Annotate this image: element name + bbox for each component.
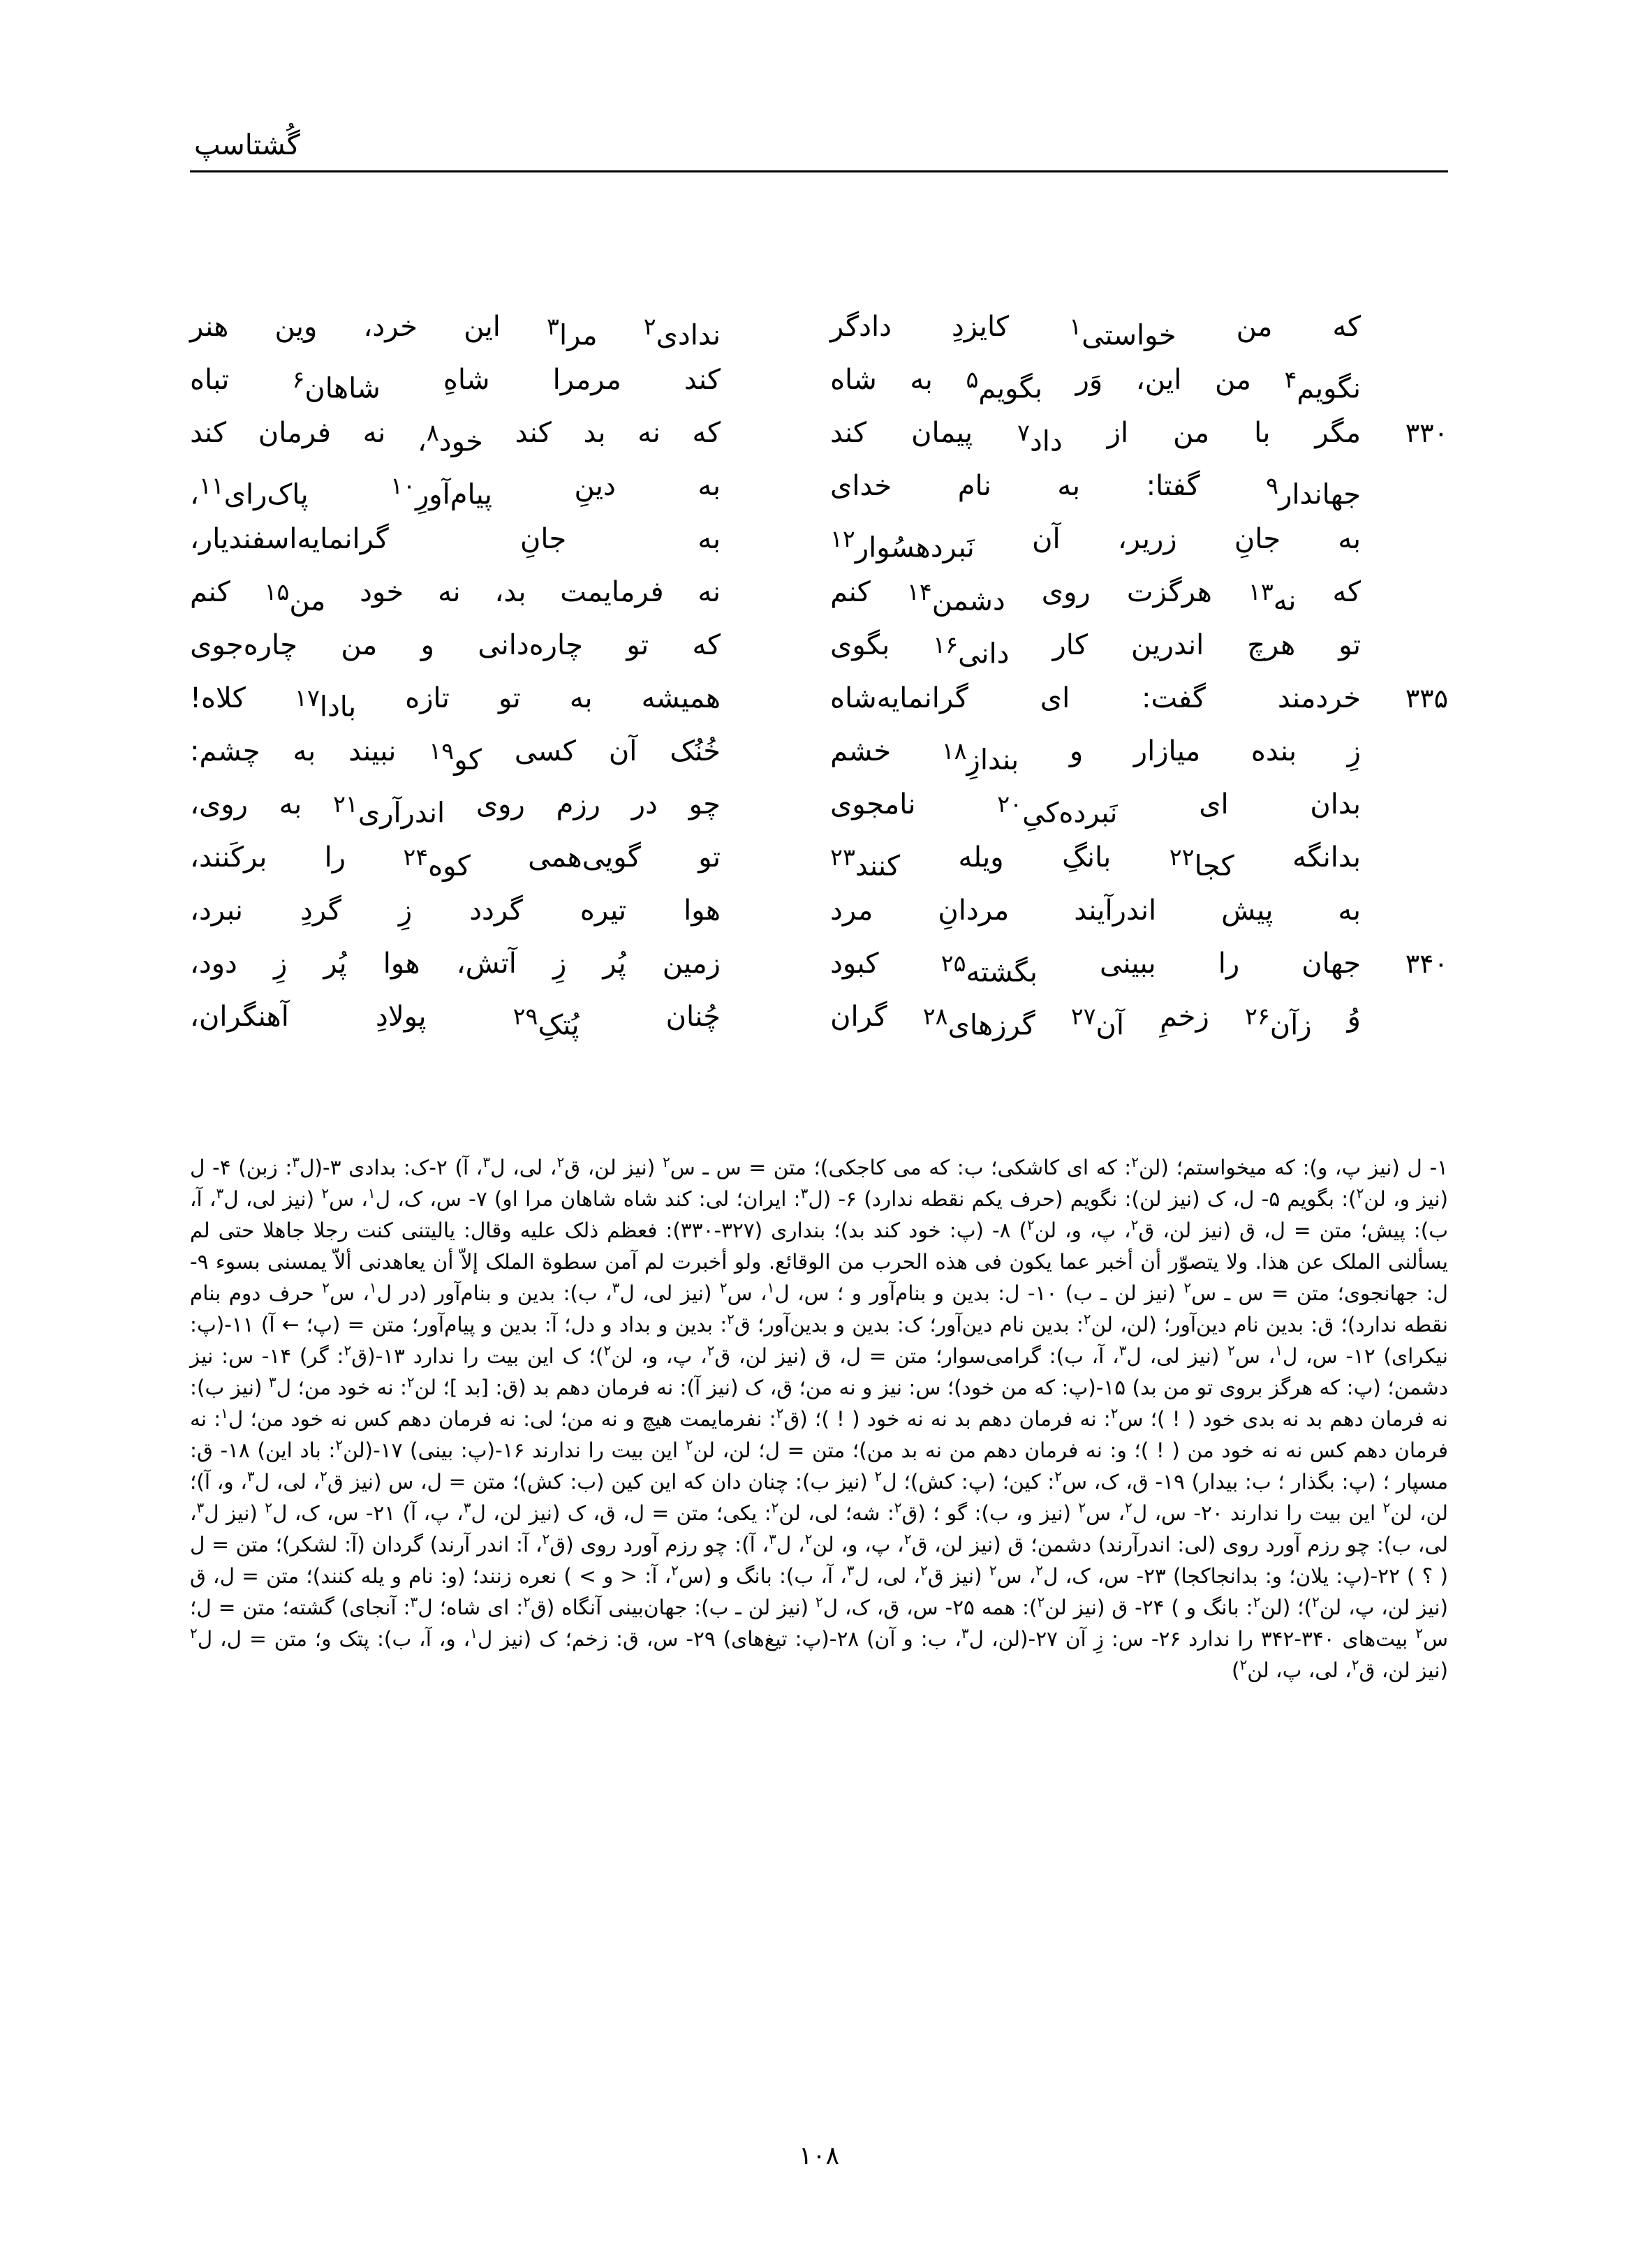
verse-block — [190, 300, 1448, 1043]
hemistich-second: همیشه به تو تازه بادا$^{۱۷}$ کلاه! — [190, 682, 721, 723]
hemistich-second: به جانِ گرانمایه‌اسفندیار، — [190, 523, 721, 555]
verse-couplet — [190, 619, 1448, 672]
critical-apparatus — [190, 1152, 1448, 1686]
hemistich-second: که تو چاره‌دانی و من چاره‌جوی — [190, 629, 721, 661]
hemistich-first: بدان ای نَبرده‌کیِ$^{۲۰}$ نامجوی — [830, 788, 1361, 830]
header-divider-rule — [190, 170, 1448, 172]
verse-couplet — [190, 831, 1448, 884]
hemistich-second: ندادی$^۲$ مرا$^۳$ این خرد، وین هنر — [190, 311, 721, 352]
verse-couplet — [190, 459, 1448, 513]
hemistich-first: زِ بنده میازار و بندازِ$^{۱۸}$ خشم — [830, 735, 1361, 776]
hemistich-second: که نه بد کند خود$^۸$، نه فرمان کند — [190, 417, 721, 458]
verse-couplet — [190, 672, 1448, 725]
verse-couplet — [190, 513, 1448, 566]
verse-couplet — [190, 353, 1448, 406]
verse-couplet — [190, 990, 1448, 1043]
hemistich-first: نگویم$^۴$ من این، وَر بگویم$^۵$ به شاه — [830, 364, 1361, 405]
verse-couplet — [190, 778, 1448, 831]
hemistich-first: وُ زآن$^{۲۶}$ زخمِ آن$^{۲۷}$ گرزهای$^{۲۸}$ گران — [830, 1001, 1361, 1042]
running-head: گُشتاسپ — [194, 129, 300, 161]
page-header — [190, 130, 1448, 197]
verse-couplet — [190, 725, 1448, 778]
beyt-number: ۳۳۰ — [1405, 418, 1448, 448]
hemistich-first: تو هرچ اندرین کار دانی$^{۱۶}$ بگوی — [830, 629, 1361, 670]
beyt-number: ۳۳۵ — [1405, 683, 1448, 714]
verse-couplet — [190, 884, 1448, 937]
apparatus-paragraph: ۱- ل (نیز پ، و): که میخواستم؛ (لن$^۲$: که ای کاشکی؛ ب: که می کاجکی)؛ متن = س ـ س$^۲$ (نیز لن، ق$^۲$، لی، ل$^۳$، آ) ۲-ک: بدادی ۳-(ل$^۳$: زبن) ۴- ل (نیز و، لن$^۲$): بگویم ۵- ل، ک (نیز لن): نگویم (حرف یکم نقطه ندارد) ۶- (ل$^۳$: ایران؛ لی: کند شاه شاهان مرا او) ۷- س، ک، ل$^۱$، س$^۲$ (نیز لی، ل$^۳$، آ، ب): پیش؛ متن = ل، ق (نیز لن، ق$^۲$، پ، و، لن$^۲$) ۸- (پ: خود کند بد)؛ بنداری (۳۲۷-۳۳۰): فعظم ذلک علیه وقال: یالیتنی کنت رجلا جاهلا حتی لم یسألنی الملک عن هذا. ولا یتصوّر أن أخبر عما یکون فی هذه الحرب من الوقائع. ولو أخبرت لم آمن سطوة الملک إلاّ أن یعاهدنی ألاّ یمسنی بسوء ۹- ل: جهانجوی؛ متن = س ـ س$^۲$ (نیز لن ـ ب) ۱۰- ل: بدین و بنام‌آور و ؛ س، ل$^۱$، س$^۲$ (نیز لی، ل$^۳$، ب): بدین و بنام‌آور (در ل$^۱$، س$^۲$ حرف دوم بنام نقطه ندارد)؛ ق: بدین نام دین‌آور؛ (لن، لن$^۲$: بدین نام دین‌آور؛ ک: بدین و بدین‌آور؛ ق$^۲$: بدین و بداد و دل؛ آ: بدین و پیام‌آور؛ متن = (پ؛ ← آ) ۱۱-(پ: نیکرای) ۱۲- س، ل$^۱$، س$^۲$ (نیز لی، ل$^۳$، آ، ب): گرامی‌سوار؛ متن = ل، ق (نیز لن، ق$^۲$، پ، و، لن$^۲$)؛ ک این بیت را ندارد ۱۳-(ق$^۲$: گر) ۱۴- س: نیز دشمن؛ (پ: که هرگز بروی تو من بد) ۱۵-(پ: که من خود)؛ س: نیز و نه من؛ ق، ک (نیز آ): نه فرمان دهم بد (ق: [بد ]؛ لن$^۲$: نه خود من؛ ل$^۳$ (نیز ب): نه فرمان دهم بد نه بدی خود ( ! )؛ س$^۲$: نه فرمان دهم بد نه نه خود ( ! )؛ (ق$^۲$: نفرمایمت هیچ و نه من؛ لی: نه فرمان دهم کس نه خود من؛ ل$^۱$: نه فرمان دهم کس نه نه خود من ( ! )؛ و: نه فرمان دهم من نه بد من)؛ متن = ل؛ لن، لن$^۲$ این بیت را ندارند ۱۶-(پ: بینی) ۱۷-(لن$^۲$: باد این) ۱۸- ق: مسپار ؛ (پ: بگذار ؛ ب: بیدار) ۱۹- ق، ک، س$^۲$: کین؛ (پ: کش)؛ ل$^۲$ (نیز ب): چنان دان که این کین (ب: کش)؛ متن = ل، س (نیز ق$^۲$، لی، ل$^۳$، و، آ)؛ لن، لن$^۲$ این بیت را ندارند ۲۰- س، ل$^۲$، س$^۲$ (نیز و، ب): گو ؛ (ق$^۲$: شه؛ لی، لن$^۲$: یکی؛ متن = ل، ق، ک (نیز لن، ل$^۳$، پ، آ) ۲۱- س، ک، ل$^۲$ (نیز ل$^۳$، لی، ب): چو رزم آورد روی (لی: اندرآرند) دشمن؛ ق (نیز لن، ق$^۲$، پ، و، لن$^۲$، ل$^۳$، آ): چو رزم آورد روی (ق$^۲$، آ: اندر آرند) گردان (آ: لشکر)؛ متن = ل ( ؟ ) ۲۲-(پ: یلان؛ و: بدانجاکجا) ۲۳- س، ک، ل$^۲$، س$^۲$ (نیز ق$^۲$، لی، ل$^۳$، آ، ب): بانگ و (س$^۲$، آ: < و > ) نعره زنند؛ (و: نام و یله کنند)؛ متن = ل، ق (نیز لن، پ، لن$^۲$)؛ (لن$^۲$: بانگ و ) ۲۴- ق (نیز لن$^۲$): همه ۲۵- س، ق، ک، ل$^۲$ (نیز لن ـ ب): جهان‌بینی آنگاه (ق$^۲$: ای شاه؛ ل$^۳$: آنجای) گشته؛ متن = ل؛ س$^۲$ بیت‌های ۳۴۰-۳۴۲ را ندارد ۲۶- س: زِ آن ۲۷-(لن، ل$^۳$، ب: و آن) ۲۸-(پ: تیغ‌های) ۲۹- س، ق: زخم؛ ک (نیز ل$^۱$، و، آ، ب): پتک و؛ متن = ل، ل$^۲$ (نیز لن، ق$^۲$، لی، پ، لن$^۲$) — [190, 1154, 1449, 1682]
hemistich-first: جهان را ببینی بگشته$^{۲۵}$ کبود — [830, 948, 1361, 989]
hemistich-second: کند مرمرا شاهِ شاهان$^۶$ تباه — [190, 364, 721, 405]
page-number: ۱۰۸ — [798, 2142, 839, 2170]
hemistich-second: چو در رزم روی اندرآری$^{۲۱}$ به روی، — [190, 788, 721, 830]
hemistich-second: چُنان پُتکِ$^{۲۹}$ پولادِ آهنگران، — [190, 1001, 721, 1042]
hemistich-first: به جانِ زریر، آن نَبردهسُوار$^{۱۲}$ — [830, 523, 1361, 564]
verse-couplet — [190, 300, 1448, 353]
hemistich-second: زمین پُر زِ آتش، هوا پُر زِ دود، — [190, 948, 721, 980]
hemistich-first: که نه$^{۱۳}$ هرگزت روی دشمن$^{۱۴}$ کنم — [830, 576, 1361, 617]
hemistich-second: خُنُک آن کسی کو$^{۱۹}$ نبیند به چشم: — [190, 735, 721, 776]
hemistich-first: خردمند گفت: ای گرانمایه‌شاه — [830, 682, 1361, 714]
hemistich-second: هوا تیره گردد زِ گردِ نبرد، — [190, 894, 721, 927]
verse-couplet — [190, 566, 1448, 619]
hemistich-second: نه فرمایمت بد، نه خود من$^{۱۵}$ کنم — [190, 576, 721, 617]
hemistich-second: به دینِ پیام‌آورِ$^{۱۰}$ پاک‌رای$^{۱۱}$، — [190, 470, 721, 511]
hemistich-first: مگر با من از داد$^۷$ پیمان کند — [830, 417, 1361, 458]
hemistich-first: بدانگه کجا$^{۲۲}$ بانگِ ویله کنند$^{۲۳}$ — [830, 841, 1361, 883]
hemistich-first: که من خواستی$^۱$ کایزدِ دادگر — [830, 311, 1361, 352]
beyt-number: ۳۴۰ — [1405, 948, 1448, 979]
hemistich-first: به پیش اندرآیند مردانِ مرد — [830, 894, 1361, 927]
verse-couplet — [190, 937, 1448, 990]
hemistich-first: جهاندار$^۹$ گفتا: به نام خدای — [830, 470, 1361, 511]
verse-couplet — [190, 406, 1448, 459]
hemistich-second: تو گویی‌همی کوه$^{۲۴}$ را برکَنند، — [190, 841, 721, 883]
